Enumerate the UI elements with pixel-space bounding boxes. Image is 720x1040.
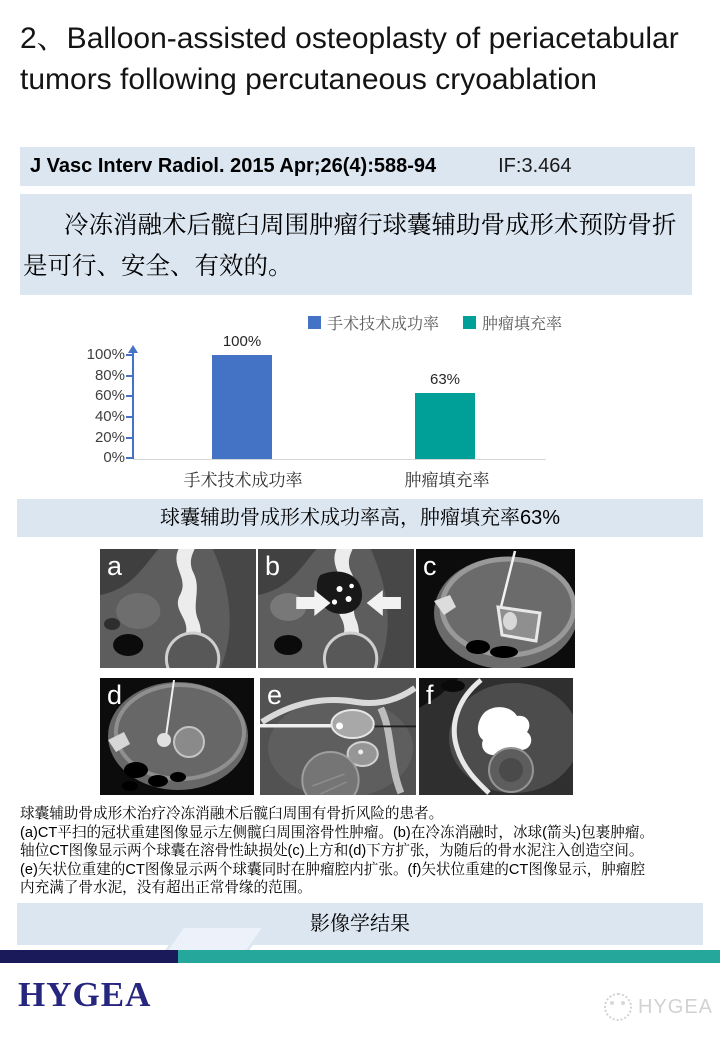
legend-swatch-blue-icon (308, 316, 321, 329)
caption-line: (e)矢状位重建的CT图像显示两个球囊同时在肿瘤腔内扩张。(f)矢状位重建的CT图像显示，肿瘤腔 (20, 861, 646, 878)
ct-image-a (100, 549, 256, 668)
y-tick-label: 80% (94, 367, 125, 384)
chart-legend (308, 311, 562, 334)
decorative-diagonal (165, 928, 264, 950)
footer-band-navy (0, 950, 178, 963)
legend-item-fill-rate (463, 311, 562, 334)
ct-image-panel-a (100, 549, 256, 668)
result-banner: 球囊辅助骨成形术成功率高，肿瘤填充率63% (17, 499, 703, 537)
footer-band-teal (178, 950, 720, 963)
ct-image-panel-e (260, 678, 416, 795)
bar-value-label: 100% (222, 333, 262, 350)
journal-reference-bar (20, 147, 695, 186)
legend-label: 手术技术成功率 (327, 316, 440, 333)
x-category-label: 肿瘤填充率 (404, 471, 490, 490)
ct-image-e (260, 678, 416, 795)
panel-letter: e (267, 680, 283, 710)
legend-item-success-rate (308, 311, 439, 334)
page-title-line1: 2、Balloon-assisted osteoplasty of periacetabular (20, 22, 679, 55)
page-title (20, 18, 712, 100)
conclusion-line1: 冷冻消融术后髋臼周围肿瘤行球囊辅助骨成形术预防骨折 (64, 212, 677, 239)
y-tick-label: 20% (94, 429, 125, 446)
watermark (604, 993, 713, 1021)
panel-letter: d (107, 680, 123, 710)
ct-image-b (258, 549, 414, 668)
y-tick-label: 40% (94, 408, 125, 425)
panel-letter: b (265, 551, 281, 581)
x-category-label: 手术技术成功率 (183, 471, 303, 490)
section-banner: 影像学结果 (17, 903, 703, 945)
caption-line: (a)CT平扫的冠状重建图像显示左侧髋臼周围溶骨性肿瘤。(b)在冷冻消融时，冰球(箭头)包裹肿瘤。 (20, 824, 655, 841)
logo-mark-icon (604, 993, 632, 1021)
caption-line: 内充满了骨水泥，没有超出正常骨缘的范围。 (20, 880, 312, 897)
panel-letter: f (426, 680, 434, 710)
ct-image-c (416, 549, 575, 668)
y-tick-label: 0% (103, 449, 125, 466)
watermark-text: HYGEA (638, 995, 714, 1018)
ct-image-f (419, 678, 573, 795)
ct-image-panel-c (416, 549, 575, 668)
chart-plot-area (133, 333, 546, 460)
chart-y-axis-arrow-icon (128, 345, 138, 353)
ct-image-panel-d (100, 678, 254, 795)
legend-label: 肿瘤填充率 (482, 316, 563, 333)
bar-value-label: 63% (429, 371, 461, 389)
journal-reference: J Vasc Interv Radiol. 2015 Apr;26(4):588-94 (30, 155, 437, 177)
figure-caption (20, 805, 712, 898)
ct-image-panel-b (258, 549, 414, 668)
chart-y-axis-labels (75, 346, 127, 471)
caption-line: 轴位CT图像显示两个球囊在溶骨性缺损处(c)上方和(d)下方扩张，为随后的骨水泥注入创造空间。 (20, 843, 644, 860)
caption-line: 球囊辅助骨成形术治疗冷冻消融术后髋臼周围有骨折风险的患者。 (20, 806, 444, 822)
page-title-line2: tumors following percutaneous cryoablation (20, 63, 597, 96)
panel-letter: a (107, 551, 123, 581)
hygea-logo: HYGEA (18, 975, 152, 1014)
bar-success-rate (212, 355, 272, 459)
conclusion-statement (20, 194, 692, 295)
legend-swatch-teal-icon (463, 316, 476, 329)
y-tick-label: 60% (94, 387, 125, 404)
impact-factor: IF:3.464 (498, 155, 572, 177)
ct-image-d (100, 678, 254, 795)
y-tick-label: 100% (86, 346, 125, 363)
ct-image-panel-f (419, 678, 573, 795)
panel-letter: c (423, 551, 437, 581)
bar-fill-rate (415, 393, 475, 459)
conclusion-line2: 是可行、安全、有效的。 (23, 253, 293, 280)
